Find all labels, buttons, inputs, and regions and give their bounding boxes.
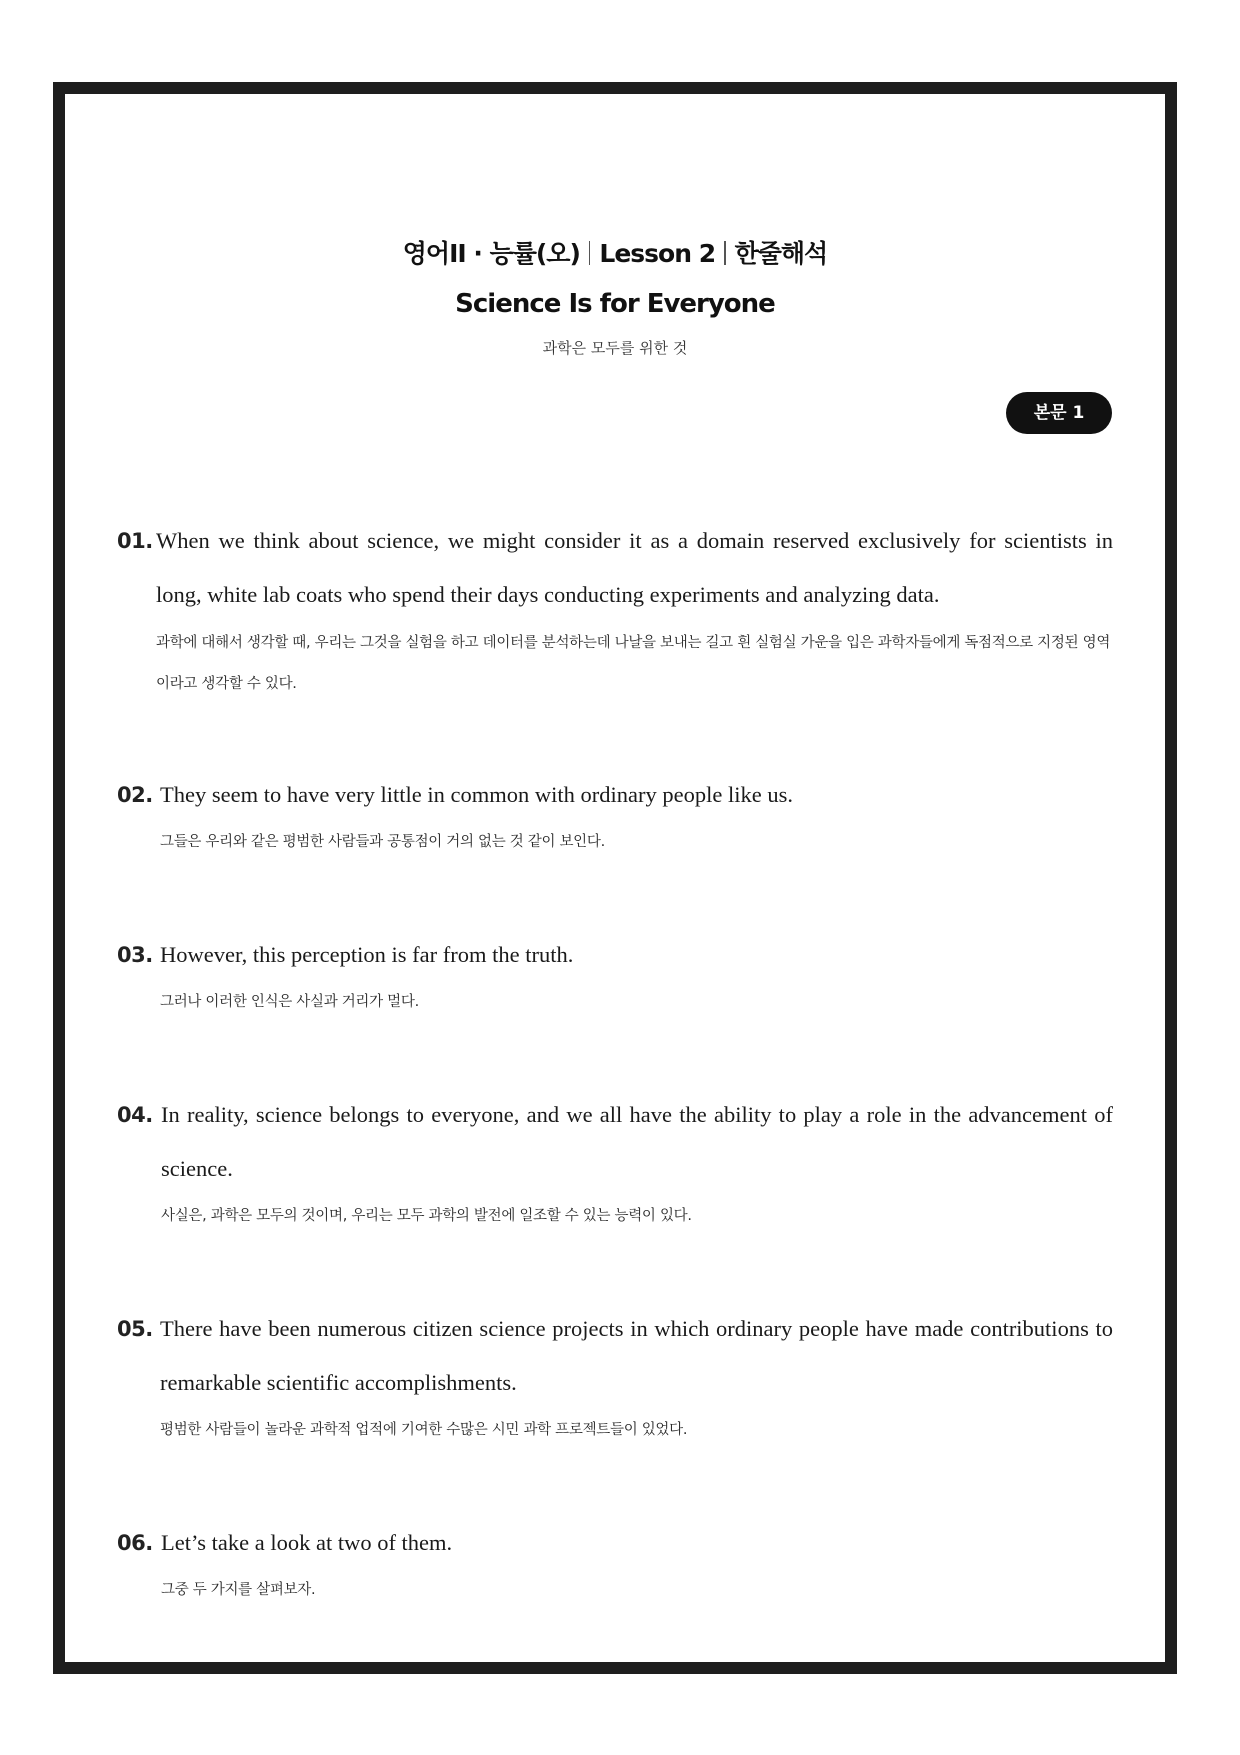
section-badge: 본문 1 [1006, 392, 1112, 434]
english-sentence: Let’s take a look at two of them. [161, 1530, 453, 1555]
course-label: 영어II · 능률(오) [402, 239, 580, 268]
sentence-number: 04. [117, 1103, 153, 1127]
sentence-number: 06. [117, 1531, 153, 1555]
page-title: Science Is for Everyone [455, 289, 775, 319]
sentence-number: 05. [117, 1317, 153, 1341]
korean-translation: 그중 두 가지를 살펴보자. [161, 1582, 316, 1598]
korean-translation: 사실은, 과학은 모두의 것이며, 우리는 모두 과학의 발전에 일조할 수 있는 능력이 있다. [161, 1208, 692, 1224]
sentence-item [117, 1088, 1113, 1237]
sentence-item [117, 514, 1113, 705]
korean-translation: 그들은 우리와 같은 평범한 사람들과 공통점이 거의 없는 것 같이 보인다. [160, 834, 605, 850]
korean-translation: 평범한 사람들이 놀라운 과학적 업적에 기여한 수많은 시민 과학 프로젝트들이 있었다. [160, 1422, 688, 1438]
english-sentence: They seem to have very little in common with ordinary people like us. [160, 782, 793, 807]
sentence-item [117, 928, 1113, 1023]
separator [589, 241, 591, 265]
korean-translation: 과학에 대해서 생각할 때, 우리는 그것을 실험을 하고 데이터를 분석하는데 나날을 보내는 길고 흰 실험실 가운을 입은 과학자들에게 독점적으로 지정된 영역이라고 생각할 수 있다. [156, 635, 1111, 692]
sentence-number: 03. [117, 943, 153, 967]
english-sentence: However, this perception is far from the truth. [160, 942, 574, 967]
document-header [65, 234, 1165, 360]
sentence-item [117, 768, 1113, 863]
separator [724, 241, 726, 265]
sentence-number: 02. [117, 783, 153, 807]
korean-translation: 그러나 이러한 인식은 사실과 거리가 멀다. [160, 994, 419, 1010]
english-sentence: When we think about science, we might consider it as a domain reserved exclusively for scientists in long, white lab coats who spend their days conducting experiments and analyzing data. [156, 528, 1113, 607]
sentence-item [117, 1302, 1113, 1451]
page-frame [53, 82, 1177, 1674]
lesson-label: Lesson 2 [599, 239, 716, 268]
series-line [65, 234, 1165, 274]
sentence-number: 01. [117, 529, 153, 553]
english-sentence: In reality, science belongs to everyone, and we all have the ability to play a role in the advancement of science. [161, 1102, 1113, 1181]
page-subtitle: 과학은 모두를 위한 것 [542, 339, 688, 357]
sentence-item [117, 1516, 1113, 1611]
doc-type-label: 한줄해석 [734, 239, 828, 268]
english-sentence: There have been numerous citizen science projects in which ordinary people have made contributions to remarkable scientific accomplishments. [160, 1316, 1113, 1395]
